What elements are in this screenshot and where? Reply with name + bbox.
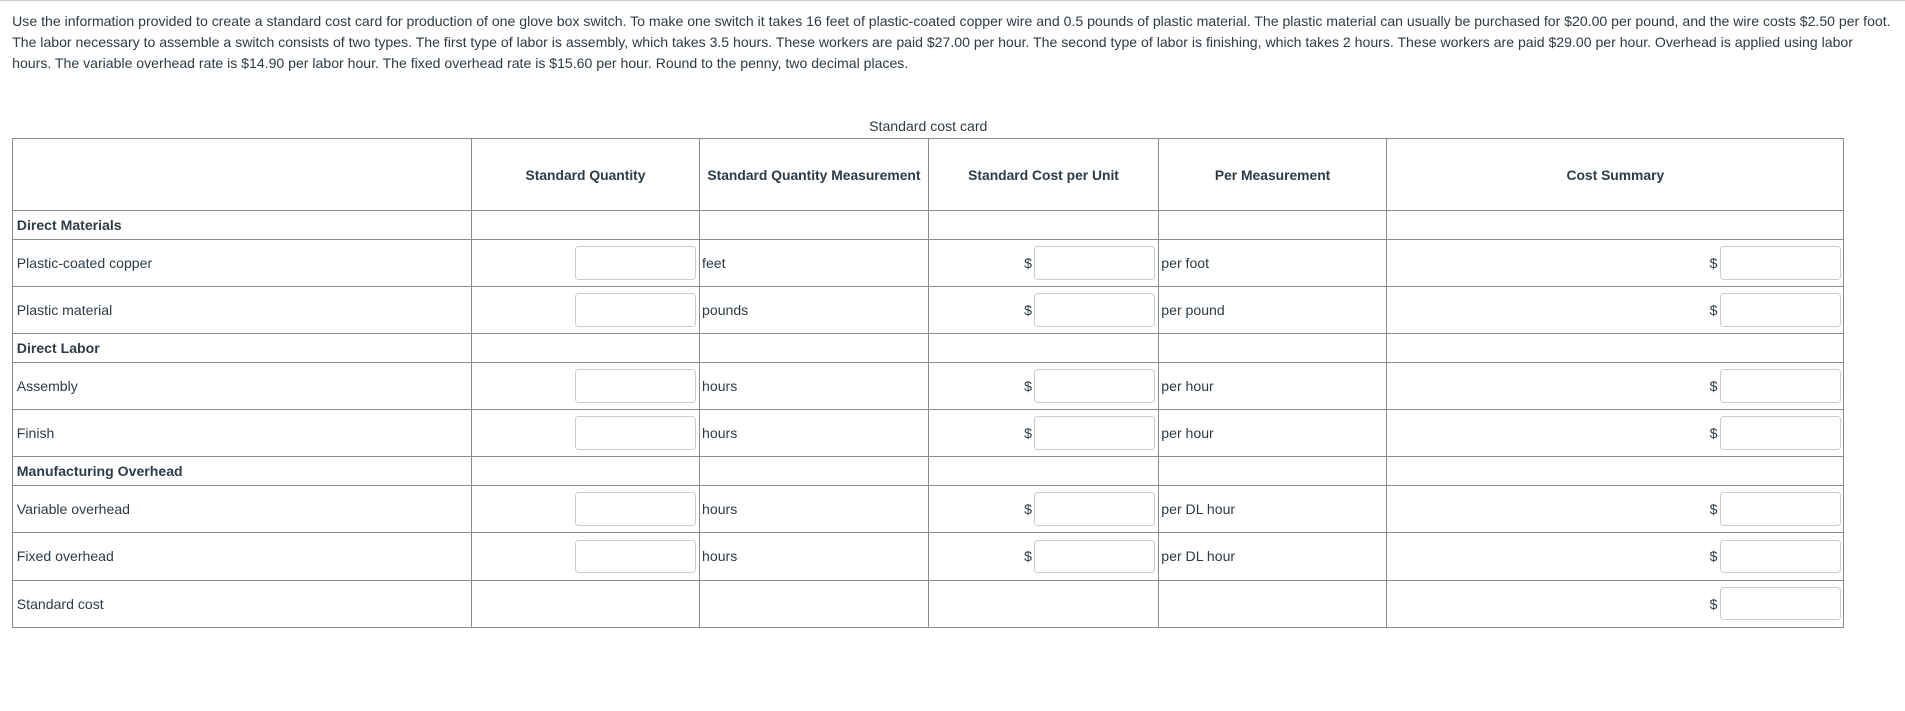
dollar-sign: $ (1024, 378, 1032, 395)
header-blank (13, 139, 472, 210)
standard-cost-card-table (12, 138, 1844, 627)
assembly-cost-input[interactable] (1034, 369, 1155, 403)
header-cost-summary: Cost Summary (1387, 139, 1844, 210)
section-row (13, 457, 1844, 486)
fixed-overhead-quantity-input[interactable] (575, 540, 696, 574)
dollar-sign: $ (1709, 595, 1718, 612)
per-measure: per DL hour (1158, 486, 1386, 533)
measure: feet (699, 239, 929, 286)
per-measure: per hour (1158, 410, 1386, 457)
variable-overhead-summary-input[interactable] (1720, 492, 1841, 526)
section-row (13, 210, 1844, 239)
section-direct-labor: Direct Labor (13, 334, 472, 363)
section-row (13, 334, 1844, 363)
plastic-summary-input[interactable] (1720, 293, 1841, 327)
table-row (13, 533, 1844, 580)
copper-summary-input[interactable] (1720, 246, 1841, 280)
question-text: Use the information provided to create a standard cost card for production of one glove box switch. To make one switch it takes 16 feet of plastic-coated copper wire and 0.5 pounds of plastic material. The plastic material can usually be purchased for $20.00 per pound, and the wire costs $2.50 per foot. The labor necessary to assemble a switch consists of two types. The first type of labor is assembly, which takes 3.5 hours. These workers are paid $27.00 per hour. The second type of labor is finishing, which takes 2 hours. These workers are paid $29.00 per hour. Overhead is applied using labor hours. The variable overhead rate is $14.90 per labor hour. The fixed overhead rate is $15.60 per hour. Round to the penny, two decimal places. (12, 12, 1891, 72)
dollar-sign: $ (1709, 548, 1718, 565)
dollar-sign: $ (1024, 254, 1032, 271)
assembly-quantity-input[interactable] (575, 369, 696, 403)
table-row (13, 362, 1844, 409)
dollar-sign: $ (1024, 425, 1032, 442)
table-caption: Standard cost card (869, 117, 988, 134)
copper-cost-input[interactable] (1034, 246, 1155, 280)
dollar-sign: $ (1709, 425, 1718, 442)
dollar-sign: $ (1024, 501, 1032, 518)
plastic-cost-input[interactable] (1034, 293, 1155, 327)
measure: hours (699, 486, 929, 533)
variable-overhead-quantity-input[interactable] (575, 492, 696, 526)
copper-quantity-input[interactable] (575, 246, 696, 280)
row-label: Standard cost (13, 580, 472, 627)
row-label: Plastic material (13, 286, 472, 333)
finish-quantity-input[interactable] (575, 416, 696, 450)
per-measure: per hour (1158, 362, 1386, 409)
measure: hours (699, 362, 929, 409)
table-row (13, 286, 1844, 333)
header-per-measurement: Per Measurement (1158, 139, 1386, 210)
finish-summary-input[interactable] (1720, 416, 1841, 450)
plastic-quantity-input[interactable] (575, 293, 696, 327)
standard-cost-total-input[interactable] (1720, 587, 1841, 621)
header-standard-quantity: Standard Quantity (472, 139, 699, 210)
finish-cost-input[interactable] (1034, 416, 1155, 450)
dollar-sign: $ (1709, 501, 1718, 518)
dollar-sign: $ (1024, 301, 1032, 318)
measure: pounds (699, 286, 929, 333)
fixed-overhead-cost-input[interactable] (1034, 540, 1155, 574)
variable-overhead-cost-input[interactable] (1034, 492, 1155, 526)
row-label: Variable overhead (13, 486, 472, 533)
header-quantity-measurement: Standard Quantity Measurement (699, 139, 929, 210)
per-measure: per pound (1158, 286, 1386, 333)
header-cost-per-unit: Standard Cost per Unit (929, 139, 1159, 210)
table-row (13, 410, 1844, 457)
section-manufacturing-overhead: Manufacturing Overhead (13, 457, 472, 486)
section-direct-materials: Direct Materials (13, 210, 472, 239)
measure: hours (699, 533, 929, 580)
per-measure: per foot (1158, 239, 1386, 286)
dollar-sign: $ (1709, 378, 1718, 395)
assembly-summary-input[interactable] (1720, 369, 1841, 403)
row-label: Fixed overhead (13, 533, 472, 580)
header-row (13, 139, 1844, 210)
table-row (13, 486, 1844, 533)
measure: hours (699, 410, 929, 457)
fixed-overhead-summary-input[interactable] (1720, 540, 1841, 574)
table-row (13, 239, 1844, 286)
table-row (13, 580, 1844, 627)
dollar-sign: $ (1709, 254, 1718, 271)
row-label: Plastic-coated copper (13, 239, 472, 286)
per-measure: per DL hour (1158, 533, 1386, 580)
row-label: Finish (13, 410, 472, 457)
dollar-sign: $ (1709, 301, 1718, 318)
row-label: Assembly (13, 362, 472, 409)
dollar-sign: $ (1024, 548, 1032, 565)
